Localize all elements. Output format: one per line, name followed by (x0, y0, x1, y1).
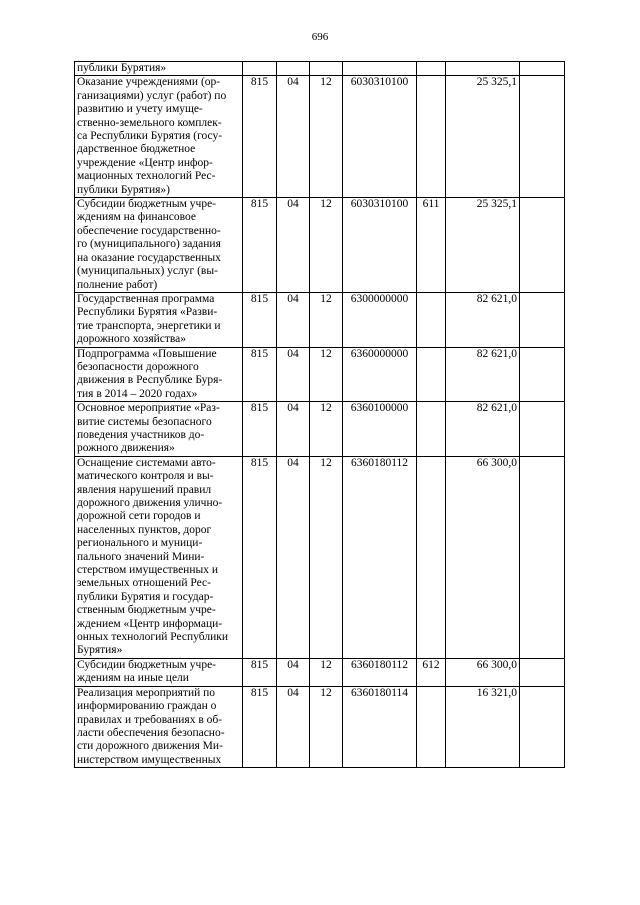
extra-cell (520, 62, 565, 76)
expense-type-cell: 612 (417, 658, 446, 686)
budget-table (74, 61, 565, 768)
table-row (75, 347, 565, 402)
table-row (75, 62, 565, 76)
ministry-code-cell: 815 (243, 76, 277, 198)
item-name-cell: публики Бурятия» (75, 62, 243, 76)
expense-type-cell (417, 456, 446, 658)
amount-cell: 82 621,0 (446, 402, 520, 457)
item-name-cell: Основное мероприятие «Раз- витие системы безопасного поведения участников до- рожного движения» (75, 402, 243, 457)
target-article-cell: 6360100000 (343, 402, 417, 457)
table-row (75, 456, 565, 658)
subsection-code-cell: 12 (310, 402, 343, 457)
subsection-code-cell: 12 (310, 76, 343, 198)
item-name-cell: Субсидии бюджетным учре- ждениям на иные цели (75, 658, 243, 686)
subsection-code-cell: 12 (310, 456, 343, 658)
page-number: 696 (311, 31, 329, 43)
ministry-code-cell: 815 (243, 456, 277, 658)
section-code-cell (277, 62, 310, 76)
ministry-code-cell: 815 (243, 347, 277, 402)
amount-cell: 25 325,1 (446, 76, 520, 198)
expense-type-cell (417, 347, 446, 402)
target-article-cell: 6360180112 (343, 456, 417, 658)
section-code-cell: 04 (277, 76, 310, 198)
ministry-code-cell: 815 (243, 198, 277, 293)
extra-cell (520, 402, 565, 457)
section-code-cell: 04 (277, 292, 310, 347)
extra-cell (520, 686, 565, 767)
table-row (75, 198, 565, 293)
item-name-cell: Субсидии бюджетным учре- ждениям на финансовое обеспечение государственно- го (муниципального) задания на оказание государственных (муниципальных) услуг (вы- полнение работ) (75, 198, 243, 293)
ministry-code-cell: 815 (243, 686, 277, 767)
amount-cell: 25 325,1 (446, 198, 520, 293)
subsection-code-cell: 12 (310, 658, 343, 686)
table-row (75, 686, 565, 767)
section-code-cell: 04 (277, 456, 310, 658)
subsection-code-cell: 12 (310, 292, 343, 347)
amount-cell (446, 62, 520, 76)
subsection-code-cell: 12 (310, 347, 343, 402)
subsection-code-cell: 12 (310, 198, 343, 293)
section-code-cell: 04 (277, 402, 310, 457)
target-article-cell: 6360180114 (343, 686, 417, 767)
extra-cell (520, 292, 565, 347)
section-code-cell: 04 (277, 686, 310, 767)
amount-cell: 66 300,0 (446, 456, 520, 658)
target-article-cell: 6360180112 (343, 658, 417, 686)
extra-cell (520, 198, 565, 293)
ministry-code-cell (243, 62, 277, 76)
amount-cell: 66 300,0 (446, 658, 520, 686)
extra-cell (520, 456, 565, 658)
table-row (75, 292, 565, 347)
item-name-cell: Реализация мероприятий по информированию граждан о правилах и требованиях в об- ласти обеспечения безопасно- сти дорожного движения Ми- нистерством имущественных (75, 686, 243, 767)
expense-type-cell (417, 76, 446, 198)
ministry-code-cell: 815 (243, 658, 277, 686)
target-article-cell: 6300000000 (343, 292, 417, 347)
table-row (75, 658, 565, 686)
expense-type-cell (417, 686, 446, 767)
target-article-cell: 6360000000 (343, 347, 417, 402)
item-name-cell: Государственная программа Республики Бурятия «Разви- тие транспорта, энергетики и дорожного хозяйства» (75, 292, 243, 347)
expense-type-cell (417, 62, 446, 76)
expense-type-cell (417, 402, 446, 457)
section-code-cell: 04 (277, 658, 310, 686)
target-article-cell: 6030310100 (343, 198, 417, 293)
item-name-cell: Оснащение системами авто- матического контроля и вы- явления нарушений правил дорожного движения улично- дорожной сети городов и населенных пунктов, дорог регионального и муници- пального значений Мини- стерством имущественных и земельных отношений Рес- публики Бурятия и государ- ственным бюджетным учре- ждением «Центр информаци- онных технологий Республики Бурятия» (75, 456, 243, 658)
subsection-code-cell: 12 (310, 686, 343, 767)
extra-cell (520, 658, 565, 686)
extra-cell (520, 76, 565, 198)
table-row (75, 402, 565, 457)
item-name-cell: Оказание учреждениями (ор- ганизациями) услуг (работ) по развитию и учету имуще- ственно-земельного комплек- са Республики Бурятия (госу- дарственное бюджетное учреждение «Центр инфор- мационных технологий Рес- публики Бурятия») (75, 76, 243, 198)
amount-cell: 82 621,0 (446, 347, 520, 402)
target-article-cell (343, 62, 417, 76)
section-code-cell: 04 (277, 198, 310, 293)
section-code-cell: 04 (277, 347, 310, 402)
subsection-code-cell (310, 62, 343, 76)
target-article-cell: 6030310100 (343, 76, 417, 198)
ministry-code-cell: 815 (243, 402, 277, 457)
amount-cell: 82 621,0 (446, 292, 520, 347)
ministry-code-cell: 815 (243, 292, 277, 347)
table-row (75, 76, 565, 198)
expense-type-cell (417, 292, 446, 347)
amount-cell: 16 321,0 (446, 686, 520, 767)
expense-type-cell: 611 (417, 198, 446, 293)
extra-cell (520, 347, 565, 402)
item-name-cell: Подпрограмма «Повышение безопасности дорожного движения в Республике Буря- тия в 2014 – 2020 годах» (75, 347, 243, 402)
